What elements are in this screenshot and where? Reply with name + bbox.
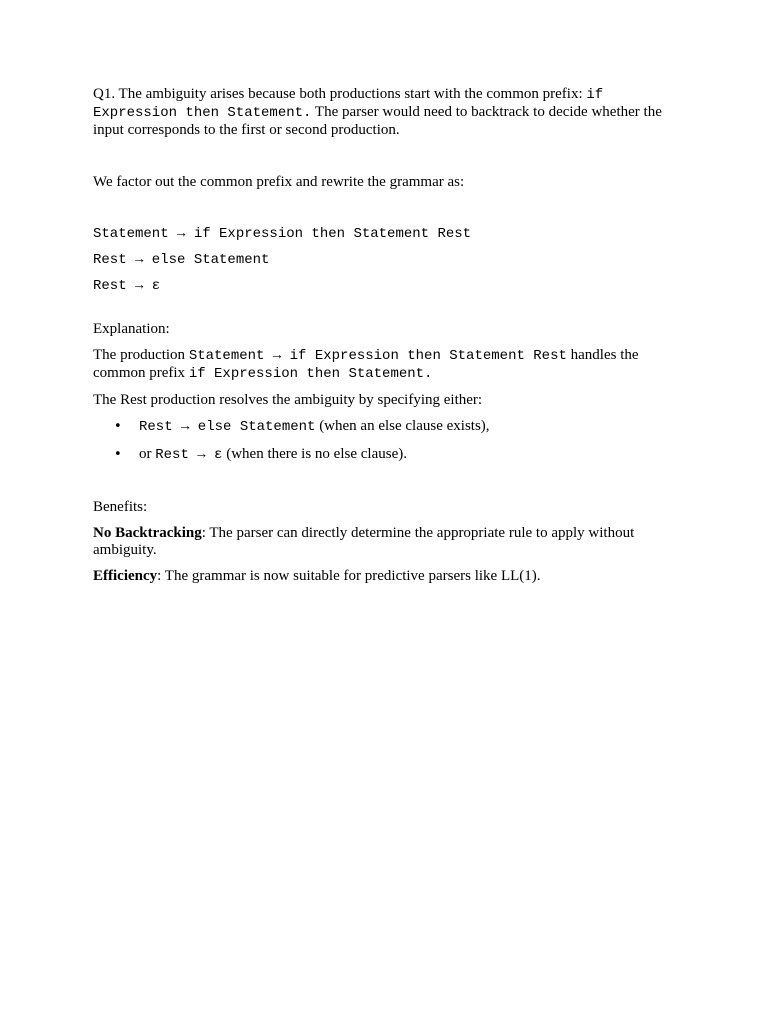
bullet-prefix: or [139,446,156,462]
intro-paragraph: We factor out the common prefix and rewrite the grammar as: [93,174,465,190]
bullet-icon: • [114,447,122,462]
list-item [93,446,678,464]
grammar-rule: Rest → else Statement [93,252,270,268]
document-page [93,86,678,594]
grammar-rule: Statement → if Expression then Statement Rest [93,226,472,242]
explanation-code: if Expression then Statement. [188,366,433,382]
explanation-code: Statement → if Expression then Statement Rest [188,348,567,364]
bullet-code: Rest → else Statement [139,419,316,435]
explanation-heading: Explanation: [93,321,170,337]
q1-prefix: Q1. The ambiguity arises because both productions start with the common prefix: [93,86,587,102]
list-item [93,418,678,436]
benefit-text: : The grammar is now suitable for predictive parsers like LL(1). [157,568,541,584]
bullet-icon: • [114,419,122,434]
benefit-term: Efficiency [93,568,158,584]
benefits-heading: Benefits: [93,499,148,515]
bullet-suffix: (when an else clause exists), [315,418,490,434]
q1-code: if Expression then Statement. [93,87,604,121]
bullet-suffix: (when there is no else clause). [222,446,407,462]
explanation-paragraph-1 [93,347,678,383]
explanation-text: handles the common prefix [93,347,639,381]
benefit-term: No Backtracking [93,525,202,541]
explanation-paragraph-2: The Rest production resolves the ambiguity by specifying either: [93,392,483,408]
bullet-list [93,418,678,464]
benefit-text: : The parser can directly determine the appropriate rule to apply without ambiguity. [93,525,635,558]
explanation-text: The production [93,347,189,363]
q1-rest: The parser would need to backtrack to decide whether the input corresponds to the first or second production. [93,104,662,138]
q1-paragraph [93,86,678,139]
grammar-rule: Rest → ε [93,278,161,294]
benefit-item [93,525,678,559]
grammar-block [93,226,678,295]
benefit-item [93,568,678,585]
bullet-code: Rest → ε [155,447,223,463]
